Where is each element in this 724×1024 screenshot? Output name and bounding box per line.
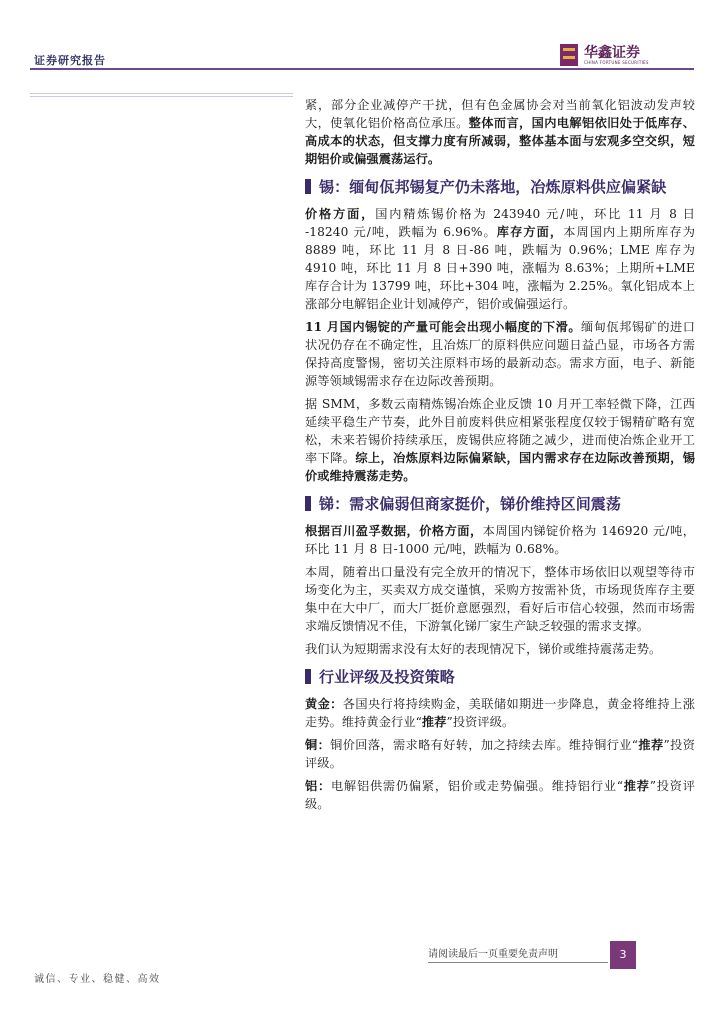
paragraph: 价格方面，国内精炼锡价格为 243940 元/吨，环比 11 月 8 日 -18240 元/吨，跌幅为 6.96%。库存方面，本周国内上期所库存为 8889 吨，环比 11 月 8 日-86 吨，跌幅为 0.96%；LME 库存为 4910 吨，环比 11 月 8 日+390 吨，涨幅为 8.63%；上期所+LME 库存合计为 13799 吨，环比+304 吨，涨幅为 2.25%。氧化铝成本上涨部分电解铝企业计划减停产，铝价或偏强运行。 [305, 207, 696, 311]
logo-text-cn: 华鑫证券 [584, 44, 640, 61]
section-heading-rating: 行业评级及投资策略 [305, 666, 695, 689]
logo-icon [560, 44, 578, 66]
paragraph: 黄金：各国央行将持续购金，美联储如期进一步降息，黄金将维持上涨走势。维持黄金行业“推荐”投资评级。 [305, 697, 695, 729]
paragraph: 据 SMM，多数云南精炼锡冶炼企业反馈 10 月开工率轻微下降，江西延续平稳生产节奏，此外目前废料供应相紧张程度仅较于锡精矿略有宽松，未来若锡价持续承压，废锡供应将随之减少，进而使冶炼企业开工率下降。综上，冶炼原料边际偏紧缺，国内需求存在边际改善预期，锡价或维持震荡走势。 [305, 397, 696, 483]
logo-text-en: CHINA FORTUNE SECURITIES [584, 59, 649, 65]
paragraph: 根据百川盈孚数据，价格方面，本周国内锑锭价格为 146920 元/吨，环比 11 月 8 日-1000 元/吨，跌幅为 0.68%。 [305, 524, 696, 556]
paragraph: 本周，随着出口量没有完全放开的情况下，整体市场依旧以观望等待市场变化为主，买卖双方成交谨慎，采购方按需补货，市场现货库存主要集中在大中厂，而大厂挺价意愿强烈，看好后市信心较强，然而市场需求端反馈情况不佳，下游氧化锑厂家生产缺乏较强的需求支撑。 [305, 565, 695, 633]
section-heading-antimony: 锑：需求偏弱但商家挺价，锑价维持区间震荡 [305, 493, 695, 516]
heading-bar-icon [305, 669, 311, 684]
sidebar-rule [30, 93, 293, 94]
heading-bar-icon [305, 496, 311, 511]
paragraph: 铝：电解铝供需仍偏紧，铝价或走势偏强。维持铝行业“推荐”投资评级。 [305, 779, 696, 811]
paragraph: 我们认为短期需求没有太好的表现情况下，锑价或维持震荡走势。 [305, 642, 662, 656]
footer-divider [428, 962, 608, 963]
sidebar-rule [30, 96, 293, 97]
paragraph: 11 月国内锡锭的产量可能会出现小幅度的下滑。缅甸佤邦锡矿的进口状况仍存在不确定性，且冶炼厂的原料供应问题日益凸显，市场各方需保持高度警惕，密切关注原料市场的最新动态。需求方面，电子、新能源等领域锡需求存在边际改善预期。 [305, 320, 695, 388]
paragraph: 紧，部分企业减停产干扰，但有色金属协会对当前氧化铝波动发声较大，使氧化铝价格高位承压。整体而言，国内电解铝依旧处于低库存、高成本的状态，但支撑力度有所减弱，整体基本面与宏观多空交织，短期铝价或偏强震荡运行。 [305, 98, 695, 166]
paragraph: 铜：铜价回落，需求略有好转，加之持续去库。维持铜行业“推荐”投资评级。 [305, 738, 695, 770]
header-divider [30, 68, 694, 70]
company-logo [560, 44, 649, 66]
heading-bar-icon [305, 179, 311, 194]
page-number: 3 [610, 941, 636, 969]
disclaimer-note: 请阅读最后一页重要免责声明 [428, 949, 558, 960]
main-content [305, 96, 695, 818]
company-slogan: 诚信、专业、稳健、高效 [34, 974, 161, 985]
report-type-label: 证券研究报告 [34, 54, 106, 67]
section-heading-tin: 锡：缅甸佤邦锡复产仍未落地，冶炼原料供应偏紧缺 [305, 176, 695, 199]
